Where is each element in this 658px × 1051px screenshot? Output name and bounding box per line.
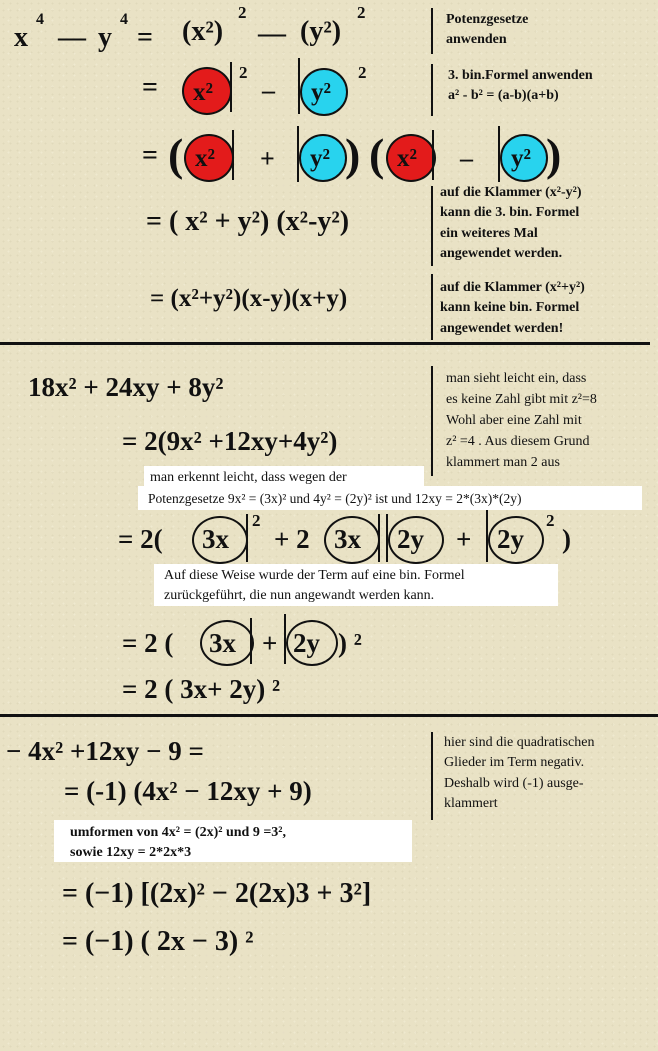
s2-info-box-2-text: Auf diese Weise wurde der Term auf eine bin. Formel zurückgeführt, die nun angewandt werden kann.: [164, 568, 465, 603]
s2-line4-plus: +: [262, 628, 278, 658]
ring-label: 3x: [202, 524, 229, 554]
cyan-ball-label: y²: [511, 145, 531, 172]
s1-line1-term-a: (x²): [182, 16, 224, 47]
s2-info-line1: man erkennt leicht, dass wegen der: [150, 470, 347, 485]
s2-line4-close: ) ²: [338, 628, 362, 658]
s1-note-2: 3. bin.Formel anwenden a² - b² = (a-b)(a+b): [448, 68, 593, 104]
s2-line4-prefix: = 2 (: [122, 628, 174, 658]
s1-line3-minus: –: [460, 144, 473, 173]
s1-line1-term-b: (y²): [300, 16, 342, 47]
s2-line3-plus: + 2: [274, 524, 310, 554]
s1-line3-paren: ): [546, 129, 562, 180]
s1-line3-eq: =: [142, 140, 158, 171]
cyan-ball-label: y²: [310, 145, 330, 172]
section-separator: [0, 714, 658, 717]
ring-label: 3x: [209, 628, 236, 658]
s3-line1: − 4x² +12xy − 9 =: [6, 736, 204, 766]
s1-line1-minus: —: [258, 18, 286, 49]
divider-line: [431, 732, 433, 820]
s1-line3-paren: (: [369, 129, 385, 180]
s1-line1-eq: =: [137, 22, 153, 53]
s3-info-box-text: umformen von 4x² = (2x)² und 9 =3², sowie 12xy = 2*2x*3: [70, 825, 287, 860]
s1-line4: = ( x² + y²) (x²-y²): [146, 206, 350, 237]
s2-line1: 18x² + 24xy + 8y²: [28, 372, 224, 402]
divider-line: [431, 186, 433, 266]
ring-label: 2y: [397, 524, 424, 554]
s2-line3-prefix: = 2(: [118, 524, 163, 554]
s1-line3-paren: (: [168, 129, 184, 180]
s1-line1-exp: 4: [36, 11, 44, 28]
s3-note-1: hier sind die quadratischen Glieder im Term negativ. Deshalb wird (-1) ausge- klammert: [444, 735, 595, 811]
s2-line3-exp: 2: [546, 511, 555, 530]
abs-bar: [232, 130, 234, 180]
divider-line: [431, 274, 433, 340]
abs-bar: [378, 514, 380, 562]
s2-line5: = 2 ( 3x+ 2y) ²: [122, 674, 281, 704]
s2-line2: = 2(9x² +12xy+4y²): [122, 426, 338, 456]
s1-line1-exp: 4: [120, 11, 128, 28]
s3-line4: = (−1) ( 2x − 3) ²: [62, 926, 254, 957]
ring-label: 2y: [497, 524, 524, 554]
s2-note-1: man sieht leicht ein, dass es keine Zahl gibt mit z²=8 Wohl aber eine Zahl mit z² =4 . Aus diesem Grund klammert man 2 aus: [446, 371, 597, 470]
s2-info-line2: Potenzgesetze 9x² = (3x)² und 4y² = (2y)² ist und 12xy = 2*(3x)*(2y): [148, 491, 522, 506]
s1-line2-minus: –: [262, 76, 275, 105]
s1-note-3: auf die Klammer (x²-y²) kann die 3. bin. Formel ein weiteres Mal angewendet werden.: [440, 185, 582, 261]
abs-bar: [230, 62, 232, 112]
abs-bar: [250, 618, 252, 664]
s2-line3-close: ): [562, 524, 571, 554]
s1-note-1: Potenzgesetze anwenden: [446, 12, 529, 48]
s1-line2-exp: 2: [239, 63, 248, 82]
divider-line: [431, 64, 433, 116]
s1-line1-y: y: [98, 22, 112, 53]
red-ball-label: x²: [193, 79, 213, 106]
cyan-ball-label: y²: [311, 79, 331, 106]
red-ball-label: x²: [397, 145, 417, 172]
section-separator: [0, 342, 650, 345]
s1-line3-plus: +: [260, 144, 275, 173]
s1-line1-exp: 2: [357, 3, 366, 22]
s1-line5: = (x²+y²)(x-y)(x+y): [150, 285, 348, 312]
s1-line2-eq: =: [142, 72, 158, 103]
ring-label: 2y: [293, 628, 320, 658]
s1-line1-x: x: [14, 22, 28, 53]
ring-label: 3x: [334, 524, 361, 554]
abs-bar: [246, 514, 248, 562]
divider-line: [431, 8, 433, 54]
abs-bar: [432, 130, 434, 180]
s3-line3: = (−1) [(2x)² − 2(2x)3 + 3²]: [62, 878, 372, 909]
s2-line3-exp: 2: [252, 511, 261, 530]
s3-line2: = (-1) (4x² − 12xy + 9): [64, 776, 312, 806]
s1-line2-exp: 2: [358, 63, 367, 82]
s1-note-4: auf die Klammer (x²+y²) kann keine bin. Formel angewendet werden!: [440, 280, 585, 336]
divider-line: [431, 366, 433, 476]
s1-line1-minus: —: [58, 22, 86, 53]
red-ball-label: x²: [195, 145, 215, 172]
s1-line1-exp: 2: [238, 3, 247, 22]
s2-line3-plus: +: [456, 524, 472, 554]
s1-line3-paren: ): [345, 129, 361, 180]
